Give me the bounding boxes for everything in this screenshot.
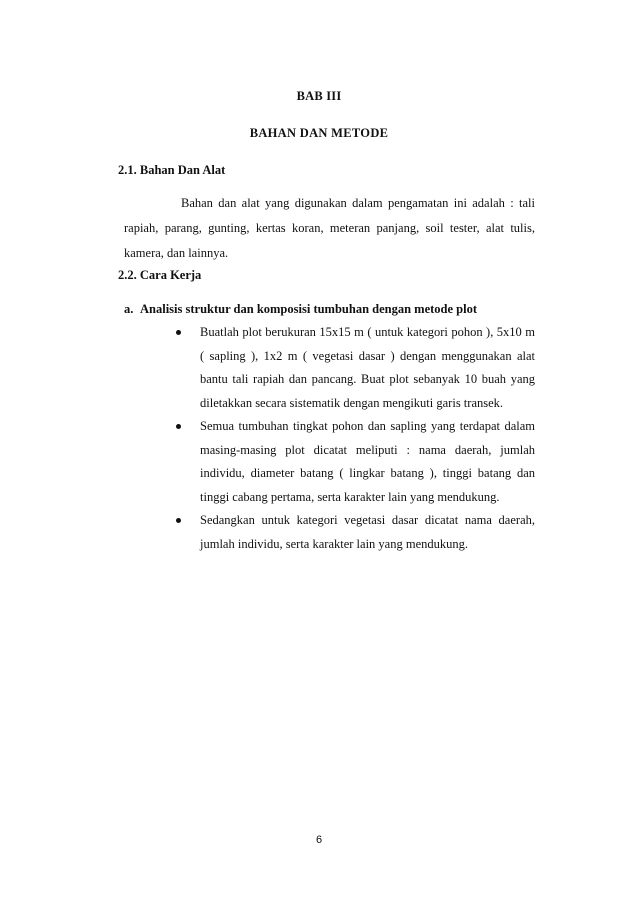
subsection-heading xyxy=(124,302,477,317)
list-item-text: Sedangkan untuk kategori vegetasi dasar dicatat nama daerah, jumlah individu, serta karakter lain yang mendukung. xyxy=(200,513,535,551)
section-heading-cara-kerja: 2.2. Cara Kerja xyxy=(118,268,202,282)
chapter-heading: BAB III xyxy=(296,89,342,103)
page-number: 6 xyxy=(315,834,323,846)
bullet-icon xyxy=(176,518,181,523)
list-item-text: Semua tumbuhan tingkat pohon dan sapling yang terdapat dalam masing-masing plot dicatat meliputi : nama daerah, jumlah individu, diameter batang ( lingkar batang ), tinggi batang dan tinggi cabang pertama, serta karakter lain yang mendukung. xyxy=(200,419,535,504)
list-item xyxy=(176,321,535,415)
chapter-title: BAHAN DAN METODE xyxy=(249,126,389,140)
subsection-letter: a. xyxy=(124,302,134,316)
bullet-icon xyxy=(176,330,181,335)
section-paragraph-bahan-dan-alat xyxy=(124,191,535,266)
bullet-icon xyxy=(176,424,181,429)
procedure-list xyxy=(176,321,535,556)
list-item-text: Buatlah plot berukuran 15x15 m ( untuk kategori pohon ), 5x10 m ( sapling ), 1x2 m ( vegetasi dasar ) dengan menggunakan alat bantu tali rapiah dan pancang. Buat plot sebanyak 10 buah yang diletakkan secara sistematik dengan mengikuti garis transek. xyxy=(200,325,535,410)
list-item xyxy=(176,509,535,556)
section-heading-bahan-dan-alat: 2.1. Bahan Dan Alat xyxy=(118,163,226,177)
paragraph-text: Bahan dan alat yang digunakan dalam pengamatan ini adalah : tali rapiah, parang, gunting, kertas koran, meteran panjang, soil tester, alat tulis, kamera, dan lainnya. xyxy=(124,196,535,260)
subsection-title: Analisis struktur dan komposisi tumbuhan dengan metode plot xyxy=(140,302,478,316)
list-item xyxy=(176,415,535,509)
